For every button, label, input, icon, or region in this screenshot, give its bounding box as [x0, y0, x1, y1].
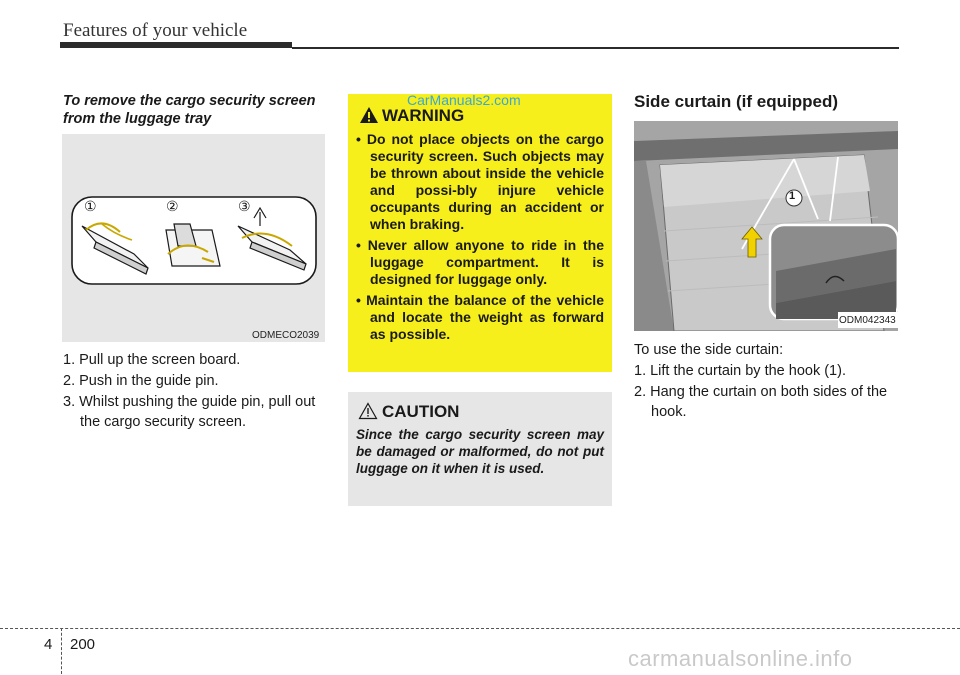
figure-marker-2: ②	[166, 198, 179, 214]
warning-item: • Maintain the balance of the vehicle and locate the weight as forward as possible.	[356, 292, 604, 342]
step-item: 1. Pull up the screen board.	[63, 352, 241, 368]
site-watermark: CarManuals2.com	[407, 92, 521, 108]
page-number: 200	[70, 636, 96, 653]
step-item: 3. Whilst pushing the guide pin, pull out the cargo security screen.	[63, 394, 316, 430]
header-accent-bar	[60, 42, 292, 48]
caution-title: CAUTION	[382, 402, 460, 421]
footer-rule	[0, 628, 960, 629]
figure-code: ODMECO2039	[252, 330, 320, 341]
callout-marker: 1	[789, 190, 796, 202]
caution-triangle-icon	[358, 402, 378, 420]
side-curtain-illustration	[634, 121, 898, 331]
figure-code: ODM042343	[839, 315, 896, 326]
cargo-screen-subheading: To remove the cargo security screen from the luggage tray	[63, 93, 316, 127]
warning-triangle-icon	[359, 106, 379, 124]
side-curtain-title: Side curtain (if equipped)	[634, 92, 839, 111]
header-rule	[292, 47, 899, 49]
page-header-title: Features of your vehicle	[63, 20, 248, 41]
side-curtain-steps	[634, 361, 898, 422]
cargo-screen-steps	[63, 350, 325, 433]
warning-item: • Do not place objects on the cargo security screen. Such objects may be thrown about inside the vehicle and possi-bly injure vehicle occupants during an accident or when braking.	[356, 131, 604, 232]
figure-marker-3: ③	[238, 198, 251, 214]
figure-marker-1: ①	[84, 198, 97, 214]
side-curtain-figure	[634, 121, 898, 331]
warning-title: WARNING	[382, 106, 465, 125]
side-curtain-intro: To use the side curtain:	[634, 342, 784, 358]
step-item: 2. Push in the guide pin.	[63, 373, 219, 389]
footer-watermark: carmanualsonline.info	[628, 646, 853, 671]
cargo-screen-illustration	[62, 134, 325, 342]
side-curtain-text	[634, 340, 898, 423]
warning-item: • Never allow anyone to ride in the luggage compartment. It is designed for luggage only.	[356, 237, 604, 287]
step-item: 2. Hang the curtain on both sides of the hook.	[634, 384, 888, 420]
cargo-screen-figure	[62, 134, 325, 342]
chapter-number: 4	[44, 636, 53, 653]
step-item: 1. Lift the curtain by the hook (1).	[634, 363, 846, 379]
caution-text: Since the cargo security screen may be damaged or malformed, do not put luggage on it when it is used.	[356, 427, 604, 476]
footer-divider	[61, 628, 62, 674]
warning-list	[356, 131, 604, 347]
